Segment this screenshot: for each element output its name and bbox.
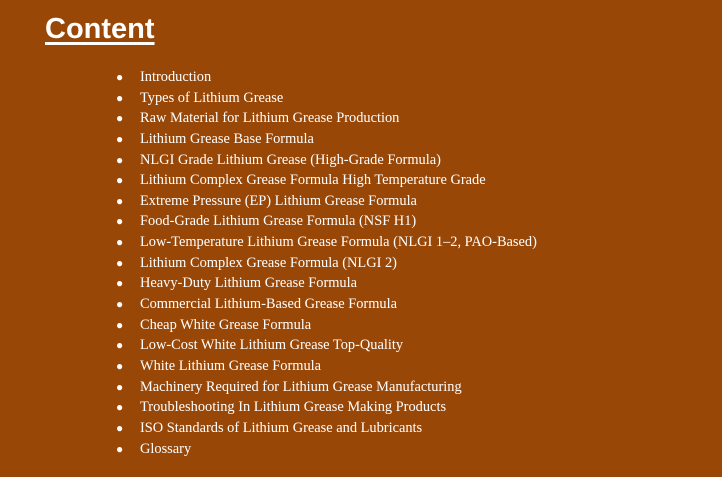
bullet-icon: ●	[116, 297, 124, 312]
toc-item[interactable]	[116, 418, 537, 439]
toc-item-label: White Lithium Grease Formula	[140, 357, 322, 374]
bullet-icon: ●	[116, 152, 124, 167]
bullet-icon: ●	[116, 358, 124, 373]
toc-item-label: Introduction	[140, 69, 212, 85]
page-title: Content	[45, 13, 155, 45]
toc-item-label: Lithium Grease Base Formula	[140, 130, 314, 147]
bullet-icon: ●	[116, 214, 124, 229]
toc-item[interactable]	[116, 67, 537, 88]
toc-item-label: Raw Material for Lithium Grease Production	[140, 110, 400, 127]
bullet-icon: ●	[116, 400, 124, 415]
toc-item-label: Cheap White Grease Formula	[140, 316, 312, 333]
toc-item-label: Glossary	[140, 440, 192, 457]
toc-item-label: NLGI Grade Lithium Grease (High-Grade Formula)	[140, 151, 441, 168]
toc-item-label: Extreme Pressure (EP) Lithium Grease Formula	[140, 192, 417, 209]
toc-item-label: Machinery Required for Lithium Grease Manufacturing	[140, 378, 462, 395]
toc-item[interactable]	[116, 253, 537, 274]
toc-item[interactable]	[116, 170, 537, 191]
bullet-icon: ●	[116, 193, 124, 208]
bullet-icon: ●	[116, 338, 124, 353]
bullet-icon: ●	[116, 317, 124, 332]
toc-item[interactable]	[116, 150, 537, 171]
toc-item[interactable]	[116, 129, 537, 150]
toc-item[interactable]	[116, 356, 537, 377]
bullet-icon: ●	[116, 70, 124, 84]
toc-item[interactable]	[116, 88, 537, 109]
toc-item[interactable]	[116, 377, 537, 398]
toc-item[interactable]	[116, 335, 537, 356]
bullet-icon: ●	[116, 420, 124, 435]
toc-item[interactable]	[116, 315, 537, 336]
bullet-icon: ●	[116, 111, 124, 126]
toc-item-label: Food-Grade Lithium Grease Formula (NSF H1)	[140, 213, 417, 230]
toc-item[interactable]	[116, 439, 537, 460]
bullet-icon: ●	[116, 235, 124, 250]
toc-item[interactable]	[116, 211, 537, 232]
toc-item[interactable]	[116, 397, 537, 418]
toc-item-label: Types of Lithium Grease	[140, 89, 284, 106]
toc-item-label: Heavy-Duty Lithium Grease Formula	[140, 275, 358, 292]
toc-item-label: ISO Standards of Lithium Grease and Lubricants	[140, 419, 423, 436]
bullet-icon: ●	[116, 173, 124, 188]
toc-item-label: Commercial Lithium-Based Grease Formula	[140, 296, 397, 313]
bullet-icon: ●	[116, 255, 124, 270]
toc-item-label: Low-Temperature Lithium Grease Formula (NLGI 1–2, PAO-Based)	[140, 234, 537, 251]
bullet-icon: ●	[116, 90, 124, 105]
toc-item[interactable]	[116, 273, 537, 294]
bullet-icon: ●	[116, 441, 124, 456]
toc-item[interactable]	[116, 232, 537, 253]
toc-item-label: Lithium Complex Grease Formula (NLGI 2)	[140, 254, 397, 271]
bullet-icon: ●	[116, 276, 124, 291]
toc-item-label: Low-Cost White Lithium Grease Top-Quality	[140, 337, 404, 354]
toc-item-label: Lithium Complex Grease Formula High Temperature Grade	[140, 172, 486, 189]
toc-item[interactable]	[116, 294, 537, 315]
toc-item[interactable]	[116, 108, 537, 129]
toc-item-label: Troubleshooting In Lithium Grease Making Products	[140, 399, 447, 416]
table-of-contents	[116, 67, 537, 459]
bullet-icon: ●	[116, 131, 124, 146]
bullet-icon: ●	[116, 379, 124, 394]
toc-item[interactable]	[116, 191, 537, 212]
